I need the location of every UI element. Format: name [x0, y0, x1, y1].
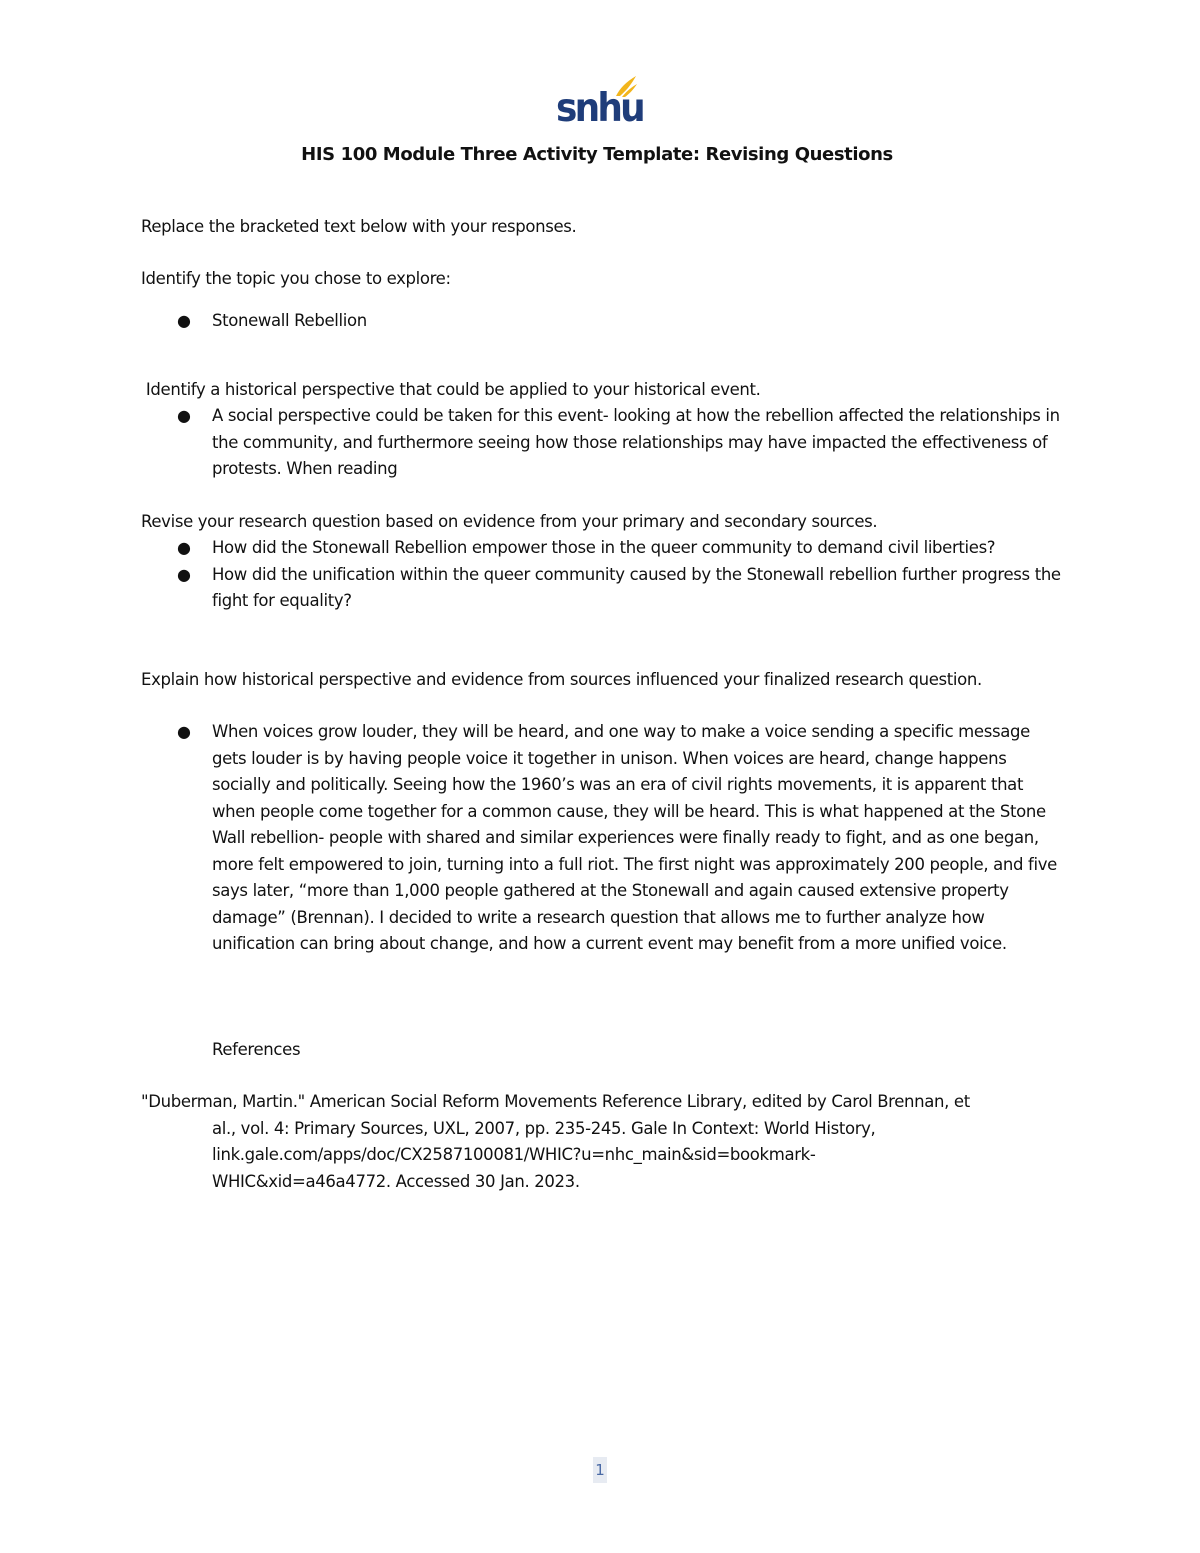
section-2-prompt: Identify a historical perspective that could be applied to your historical event. — [141, 380, 761, 399]
bullet-text: Stonewall Rebellion — [212, 311, 367, 330]
bullet-icon: ● — [177, 564, 191, 584]
section-4-bullets — [141, 719, 1061, 958]
instructions-text: Replace the bracketed text below with your responses. — [141, 217, 577, 236]
list-item — [141, 403, 1061, 483]
snhu-logo — [556, 74, 643, 132]
section-1-prompt: Identify the topic you chose to explore: — [141, 269, 451, 288]
logo-wordmark: snhu — [556, 86, 643, 131]
list-item — [141, 535, 1061, 562]
section-1-bullets — [141, 308, 1061, 335]
bullet-icon: ● — [177, 538, 191, 557]
reference-entry — [141, 1089, 1061, 1195]
bullet-text: How did the Stonewall Rebellion empower those in the queer community to demand civil liberties? — [212, 538, 996, 557]
page-number: 1 — [593, 1457, 607, 1483]
bullet-icon: ● — [177, 406, 191, 425]
list-item — [141, 719, 1061, 958]
reference-line-1: "Duberman, Martin." American Social Reform Movements Reference Library, edited by Carol Brennan, et — [141, 1092, 970, 1111]
bullet-text: How did the unification within the queer community caused by the Stonewall rebellion further progress the fight for equality? — [212, 564, 1061, 610]
reference-line-4: WHIC&xid=a46a4772. Accessed 30 Jan. 2023. — [212, 1171, 580, 1191]
section-3-bullets — [141, 535, 1061, 615]
list-item — [141, 562, 1061, 615]
bullet-icon: ● — [177, 311, 191, 330]
section-2-bullets — [141, 403, 1061, 483]
section-4-prompt: Explain how historical perspective and evidence from sources influenced your finalized research question. — [141, 670, 982, 689]
bullet-text: When voices grow louder, they will be heard, and one way to make a voice sending a specific message gets louder is by having people voice it together in unison. When voices are heard, change happens socially and politically. Seeing how the 1960’s was an era of civil rights movements, it is apparent that when people come together for a common cause, they will be heard. This is what happened at the Stone Wall rebellion- people with shared and similar experiences were finally ready to fight, and as one began, more felt empowered to join, turning into a full riot. The first night was approximately 200 people, and five says later, “more than 1,000 people gathered at the Stonewall and again caused extensive property damage” (Brennan). I decided to write a research question that allows me to further analyze how unification can bring about change, and how a current event may benefit from a more unified voice. — [212, 722, 1057, 953]
reference-line-3: link.gale.com/apps/doc/CX2587100081/WHIC?u=nhc_main&sid=bookmark- — [212, 1145, 816, 1164]
list-item — [141, 308, 1061, 335]
bullet-icon: ● — [177, 722, 191, 741]
references-heading: References — [212, 1040, 301, 1059]
bullet-text: A social perspective could be taken for this event- looking at how the rebellion affected the relationships in the community, and furthermore seeing how those relationships may have impacted the effectiveness of protests. When reading — [212, 406, 1060, 478]
section-3-prompt: Revise your research question based on evidence from your primary and secondary sources. — [141, 512, 878, 531]
page-title: HIS 100 Module Three Activity Template: Revising Questions — [301, 144, 893, 165]
reference-line-2: al., vol. 4: Primary Sources, UXL, 2007, pp. 235-245. Gale In Context: World History, — [212, 1118, 876, 1138]
